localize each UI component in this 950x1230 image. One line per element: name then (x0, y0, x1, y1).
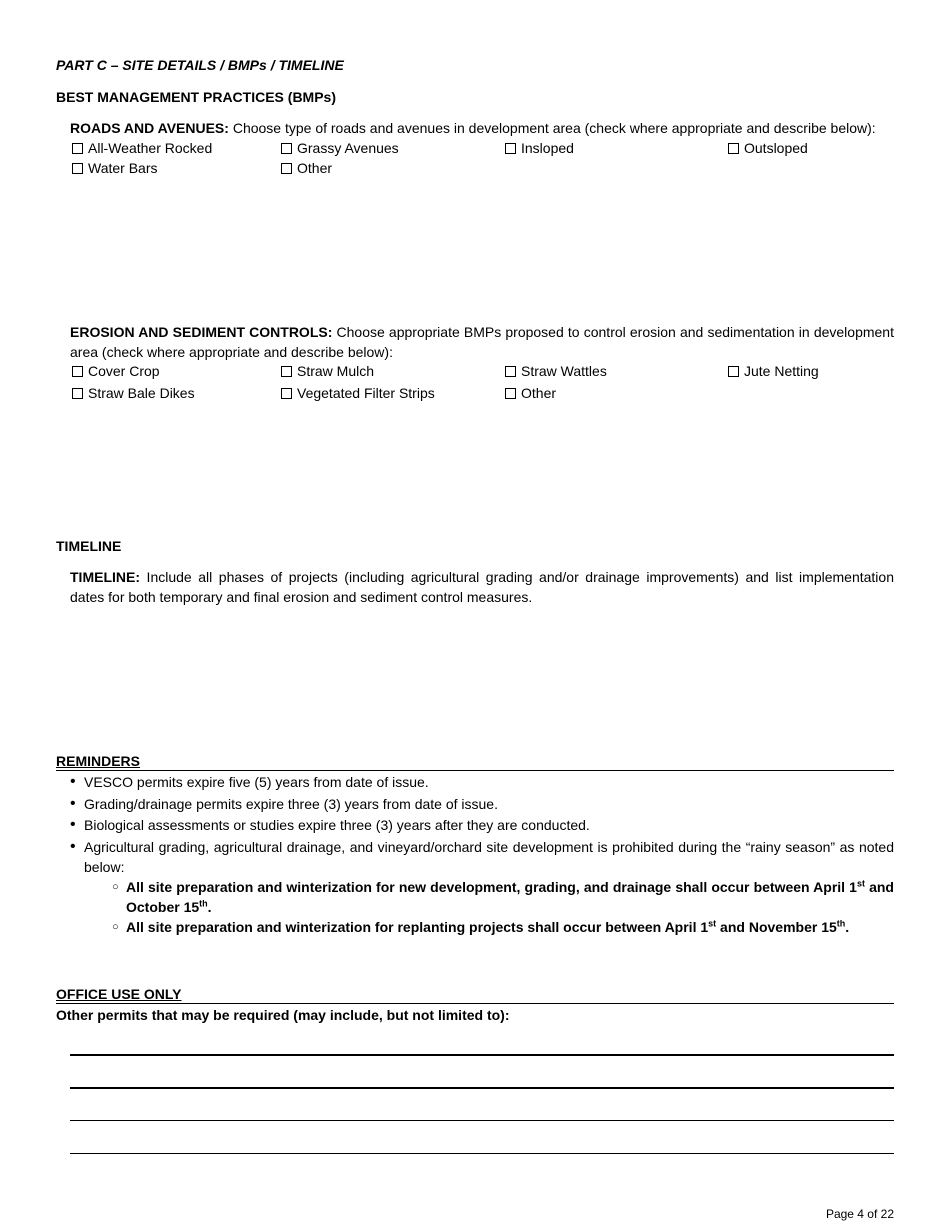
list-item: • Grading/drainage permits expire three (3) years from date of issue. (56, 794, 894, 814)
checkbox-cover-crop[interactable] (72, 361, 160, 381)
checkbox-icon (728, 366, 739, 377)
checkbox-label: Straw Wattles (521, 363, 607, 379)
checkbox-straw-bale-dikes[interactable] (72, 383, 195, 403)
office-use-heading (56, 984, 894, 1004)
checkbox-erosion-other[interactable] (505, 383, 556, 403)
list-item: • VESCO permits expire five (5) years from date of issue. (56, 772, 894, 792)
erosion-instructions (70, 322, 894, 362)
roads-checkbox-row-1 (70, 138, 894, 158)
checkbox-roads-other[interactable] (281, 158, 332, 178)
roads-checkbox-row-2 (70, 158, 894, 178)
roads-text: Choose type of roads and avenues in development area (check where appropriate and describe below): (228, 120, 876, 136)
checkbox-label: Outsloped (744, 140, 808, 156)
checkbox-label: Jute Netting (744, 363, 819, 379)
checkbox-insloped[interactable] (505, 138, 574, 158)
page-number: Page 4 of 22 (825, 1207, 894, 1221)
part-title: PART C – SITE DETAILS / BMPs / TIMELINE (56, 57, 344, 73)
checkbox-label: Straw Mulch (297, 363, 375, 379)
checkbox-water-bars[interactable] (72, 158, 158, 178)
erosion-label: EROSION AND SEDIMENT CONTROLS: (70, 324, 333, 340)
checkbox-label: Other (297, 160, 333, 176)
roads-label: ROADS AND AVENUES: (70, 120, 229, 136)
sub-text: and November 15 (716, 918, 837, 935)
checkbox-icon (72, 388, 83, 399)
checkbox-label: Water Bars (88, 160, 158, 176)
checkbox-grassy-avenues[interactable] (281, 138, 399, 158)
checkbox-icon (72, 366, 83, 377)
permit-entry-line[interactable] (70, 1087, 894, 1089)
checkbox-all-weather-rocked[interactable] (72, 138, 212, 158)
checkbox-label: Other (521, 385, 557, 401)
timeline-instructions (70, 567, 894, 607)
timeline-label: TIMELINE: (70, 569, 140, 585)
reminders-heading (56, 751, 894, 771)
checkbox-outsloped[interactable] (728, 138, 808, 158)
list-item (56, 837, 894, 937)
timeline-text: Include all phases of projects (including agricultural grading and/or drainage improvements) and list implementation dates for both temporary and final erosion and sediment control measures. (70, 569, 894, 605)
erosion-checkbox-row-2 (70, 383, 894, 403)
checkbox-straw-wattles[interactable] (505, 361, 607, 381)
office-use-heading-text: OFFICE USE ONLY (56, 986, 182, 1002)
other-permits-label: Other permits that may be required (may include, but not limited to): (56, 1007, 510, 1023)
sub-text: and October 15 (126, 878, 894, 915)
sub-list-item (84, 917, 894, 937)
sub-text: . (207, 898, 212, 915)
checkbox-label: Cover Crop (88, 363, 160, 379)
checkbox-icon (728, 143, 739, 154)
reminders-heading-text: REMINDERS (56, 753, 141, 769)
checkbox-label: Insloped (521, 140, 574, 156)
checkbox-label: Grassy Avenues (297, 140, 399, 156)
checkbox-icon (72, 143, 83, 154)
rainy-season-text: Agricultural grading, agricultural drainage, and vineyard/orchard site development is prohibited during the “rainy season” as noted below: (84, 838, 894, 875)
checkbox-icon (281, 366, 292, 377)
checkbox-label: All-Weather Rocked (88, 140, 213, 156)
permit-entry-line[interactable] (70, 1054, 894, 1056)
roads-instructions (70, 118, 894, 138)
checkbox-label: Straw Bale Dikes (88, 385, 195, 401)
checkbox-icon (72, 163, 83, 174)
ordinal: th (836, 917, 846, 928)
sub-text: All site preparation and winterization for new development, grading, and drainage shall occur between April 1 (126, 878, 857, 895)
checkbox-jute-netting[interactable] (728, 361, 819, 381)
checkbox-vegetated-filter-strips[interactable] (281, 383, 435, 403)
permit-entry-line[interactable] (70, 1120, 894, 1121)
list-item: • Biological assessments or studies expire three (3) years after they are conducted. (56, 815, 894, 835)
checkbox-icon (505, 366, 516, 377)
checkbox-icon (281, 163, 292, 174)
checkbox-icon (281, 143, 292, 154)
erosion-text: Choose appropriate BMPs proposed to control erosion and sedimentation in development area (check where appropriate and describe below): (70, 324, 894, 360)
checkbox-icon (505, 143, 516, 154)
bmp-heading: BEST MANAGEMENT PRACTICES (BMPs) (56, 89, 337, 105)
sub-text: . (845, 918, 850, 935)
checkbox-label: Vegetated Filter Strips (297, 385, 435, 401)
sub-list-item (84, 877, 894, 917)
erosion-checkbox-row-1 (70, 361, 894, 381)
timeline-heading: TIMELINE (56, 538, 122, 554)
ordinal: st (708, 917, 717, 928)
reminders-list (56, 772, 894, 938)
rainy-season-sublist (84, 877, 894, 937)
ordinal: th (199, 897, 208, 908)
permit-entry-line[interactable] (70, 1153, 894, 1154)
checkbox-icon (505, 388, 516, 399)
checkbox-icon (281, 388, 292, 399)
checkbox-straw-mulch[interactable] (281, 361, 374, 381)
ordinal: st (856, 877, 865, 888)
sub-text: All site preparation and winterization for replanting projects shall occur between April 1 (126, 918, 709, 935)
